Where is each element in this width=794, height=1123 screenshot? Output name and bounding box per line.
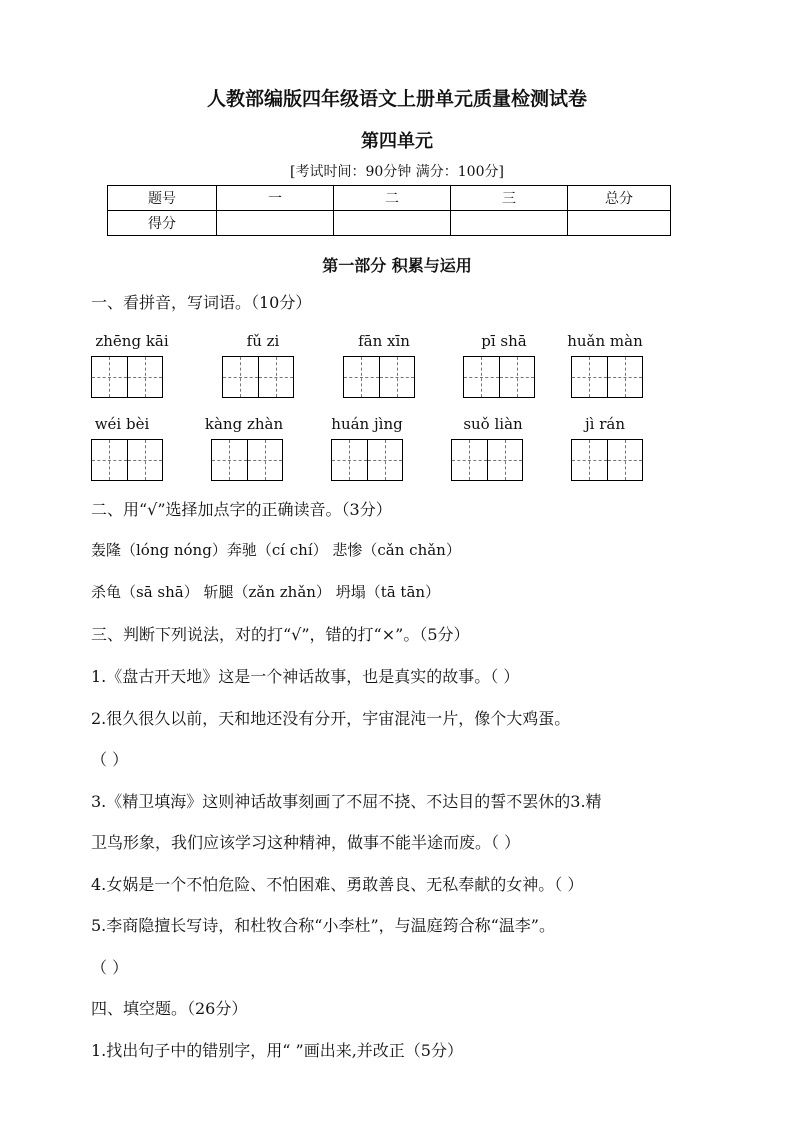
- writing-grid[interactable]: [91, 439, 163, 481]
- pinyin-label: fǔ zi: [246, 332, 280, 350]
- q3-item: （ ）: [91, 958, 129, 977]
- pinyin-label: kàng zhàn: [204, 415, 284, 433]
- writing-grid[interactable]: [91, 356, 163, 398]
- q3-item: 5.李商隐擅长写诗，和杜牧合称“小李杜”，与温庭筠合称“温李”。: [91, 916, 555, 935]
- q2-title: 二、用“√”选择加点字的正确读音。（3分）: [91, 500, 392, 519]
- score-table-score-row: [108, 211, 671, 236]
- q3-item: 卫鸟形象，我们应该学习这种精神，做事不能半途而废。（ ）: [91, 833, 521, 852]
- pinyin-label: pī shā: [481, 332, 527, 350]
- score-table: [107, 185, 671, 236]
- pinyin-label: suǒ liàn: [463, 415, 523, 433]
- score-cell: 得分: [108, 211, 217, 236]
- score-cell: 一: [217, 186, 334, 211]
- score-input-cell[interactable]: [217, 211, 334, 236]
- q4-title: 四、填空题。（26分）: [91, 999, 248, 1018]
- writing-grid[interactable]: [211, 439, 283, 481]
- q1-title: 一、看拼音，写词语。（10分）: [91, 293, 312, 312]
- q2-line: 杀龟（sā shā） 斩腿（zǎn zhǎn） 坍塌（tā tān）: [91, 583, 441, 601]
- writing-grid[interactable]: [463, 356, 535, 398]
- exam-title: 人教部编版四年级语文上册单元质量检测试卷: [206, 88, 587, 110]
- writing-grid[interactable]: [571, 439, 643, 481]
- pinyin-label: jì rán: [585, 415, 625, 433]
- q3-item: 4.女娲是一个不怕危险、不怕困难、勇敢善良、无私奉献的女神。（ ）: [91, 875, 584, 894]
- score-cell: 题号: [108, 186, 217, 211]
- writing-grid[interactable]: [222, 356, 294, 398]
- writing-grid[interactable]: [331, 439, 403, 481]
- score-input-cell[interactable]: [568, 211, 671, 236]
- score-cell: 二: [334, 186, 451, 211]
- part-title: 第一部分 积累与运用: [322, 256, 472, 275]
- q4-item: 1.找出句子中的错别字，用“ ”画出来,并改正（5分）: [91, 1041, 463, 1060]
- q2-line: 轰隆（lóng nóng）奔驰（cí chí） 悲惨（cǎn chǎn）: [91, 541, 461, 559]
- exam-info: [考试时间：90分钟 满分：100分]: [290, 164, 504, 180]
- unit-title: 第四单元: [361, 131, 433, 152]
- pinyin-label: zhēng kāi: [95, 332, 169, 350]
- writing-grid[interactable]: [343, 356, 415, 398]
- writing-grid[interactable]: [451, 439, 523, 481]
- q3-item: （ ）: [91, 750, 129, 769]
- pinyin-label: wéi bèi: [94, 415, 150, 433]
- writing-grid[interactable]: [571, 356, 643, 398]
- score-input-cell[interactable]: [334, 211, 451, 236]
- pinyin-label: huǎn màn: [567, 332, 643, 350]
- score-input-cell[interactable]: [451, 211, 568, 236]
- q3-item: 2.很久很久以前，天和地还没有分开，宇宙混沌一片，像个大鸡蛋。: [91, 709, 571, 728]
- score-cell: 三: [451, 186, 568, 211]
- score-table-header-row: [108, 186, 671, 211]
- q3-item: 1.《盘古开天地》这是一个神话故事，也是真实的故事。（ ）: [91, 667, 520, 686]
- score-cell: 总分: [568, 186, 671, 211]
- q3-item: 3.《精卫填海》这则神话故事刻画了不屈不挠、不达目的誓不罢休的3.精: [91, 792, 602, 811]
- q3-title: 三、判断下列说法，对的打“√”，错的打“×”。（5分）: [91, 625, 470, 644]
- pinyin-label: huán jìng: [331, 415, 403, 433]
- pinyin-label: fān xīn: [358, 332, 410, 350]
